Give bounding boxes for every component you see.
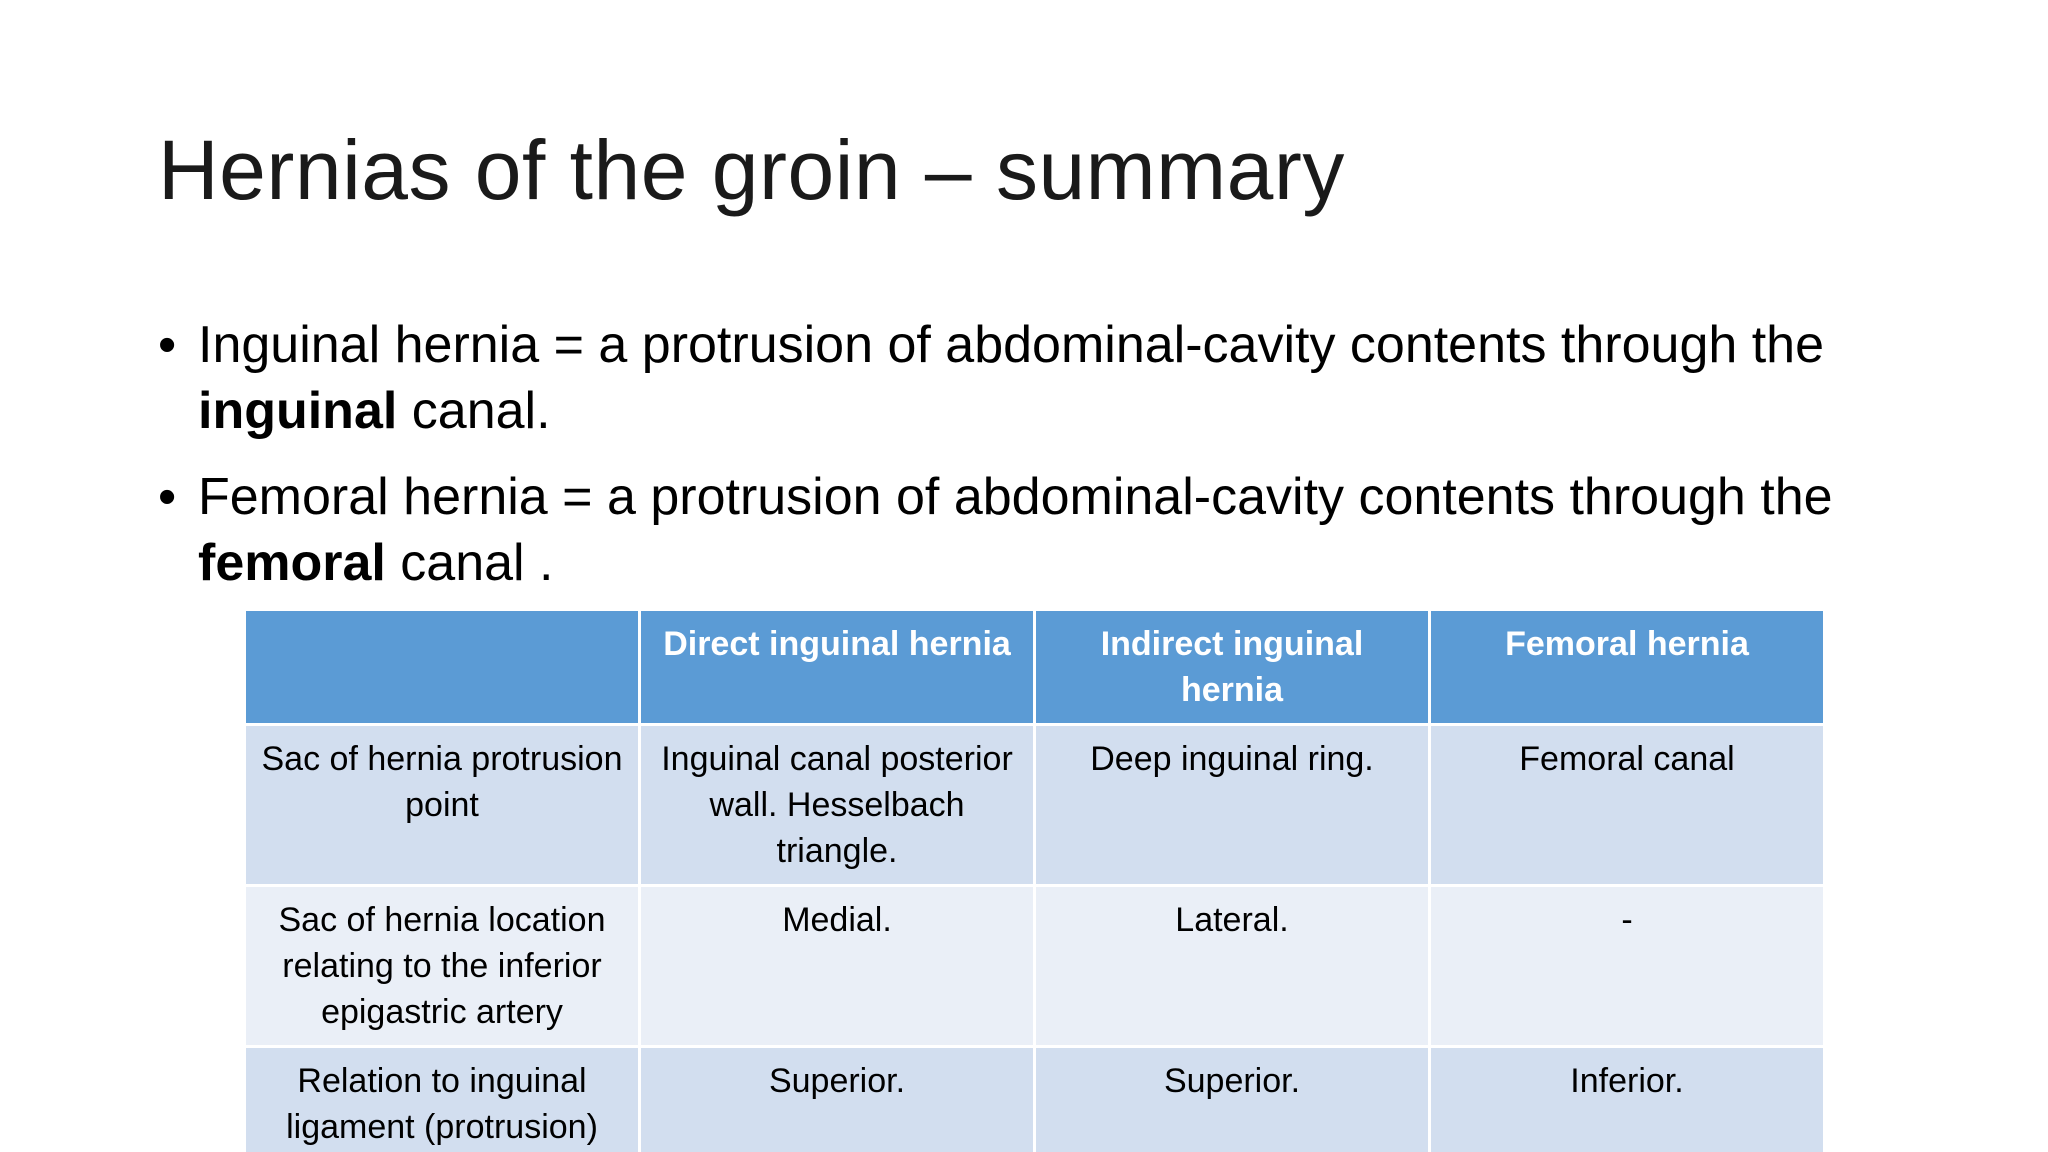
table-header-row xyxy=(245,610,1825,725)
bullet-marker: • xyxy=(158,468,177,526)
bullet-femoral xyxy=(158,464,1898,596)
table-cell: Medial. xyxy=(640,886,1035,1047)
bullet-list xyxy=(158,312,1898,616)
bullet-text: Inguinal hernia = a protrusion of abdominal-cavity contents through the xyxy=(198,316,1825,374)
row-label-cell: Sac of hernia protrusion point xyxy=(245,725,640,886)
header-cell-direct: Direct inguinal hernia xyxy=(640,610,1035,725)
bullet-bold-term: femoral xyxy=(198,534,386,592)
bullet-inguinal xyxy=(158,312,1898,444)
table-row xyxy=(245,886,1825,1047)
row-label-cell: Sac of hernia location relating to the inferior epigastric artery xyxy=(245,886,640,1047)
row-label-cell: Relation to inguinal ligament (protrusion) xyxy=(245,1047,640,1152)
table-row xyxy=(245,725,1825,886)
table-cell: - xyxy=(1430,886,1825,1047)
table-cell: Lateral. xyxy=(1035,886,1430,1047)
summary-table xyxy=(243,608,1826,1152)
header-cell-femoral: Femoral hernia xyxy=(1430,610,1825,725)
bullet-text-end: canal. xyxy=(397,382,551,440)
table-cell: Inguinal canal posterior wall. Hesselbach triangle. xyxy=(640,725,1035,886)
bullet-text: Femoral hernia = a protrusion of abdominal-cavity contents through the xyxy=(198,468,1833,526)
slide-title: Hernias of the groin – summary xyxy=(158,123,1345,217)
summary-table-container xyxy=(243,608,1823,1152)
table-cell: Deep inguinal ring. xyxy=(1035,725,1430,886)
table-row xyxy=(245,1047,1825,1152)
bullet-marker: • xyxy=(158,316,177,374)
table-cell: Femoral canal xyxy=(1430,725,1825,886)
table-cell: Superior. xyxy=(1035,1047,1430,1152)
header-cell-indirect: Indirect inguinal hernia xyxy=(1035,610,1430,725)
header-cell-empty xyxy=(245,610,640,725)
table-cell: Inferior. xyxy=(1430,1047,1825,1152)
table-cell: Superior. xyxy=(640,1047,1035,1152)
bullet-bold-term: inguinal xyxy=(198,382,398,440)
bullet-text-end: canal . xyxy=(385,534,554,592)
